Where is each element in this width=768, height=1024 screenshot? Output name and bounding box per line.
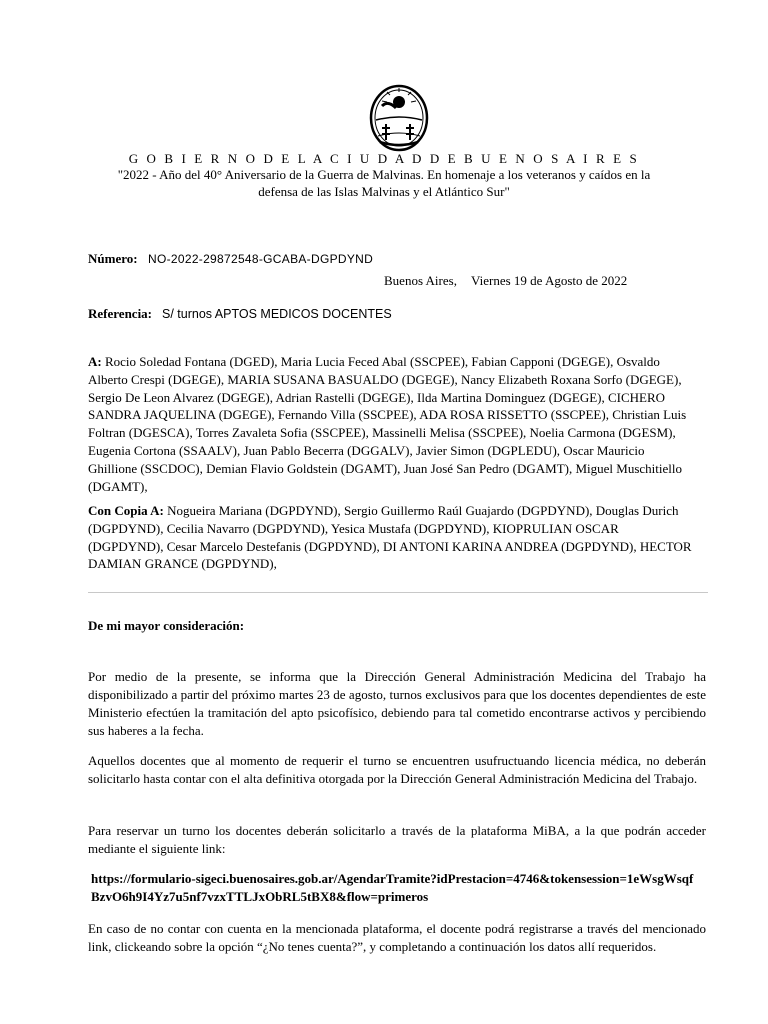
paragraph-2: Aquellos docentes que al momento de requerir el turno se encuentren usufructuando licencia médica, no deberán solicitarlo hasta contar con el alta definitiva otorgada por la Dirección General Administración Medicina del Trabajo. <box>88 753 706 786</box>
divider <box>88 592 708 593</box>
year-motto-line-1: "2022 - Año del 40° Aniversario de la Guerra de Malvinas. En homenaje a los veteranos y caídos en la <box>117 167 651 182</box>
city-coat-of-arms-icon <box>368 84 430 152</box>
year-motto-line-2: defensa de las Islas Malvinas y el Atlántico Sur" <box>258 184 510 199</box>
reference-value: S/ turnos APTOS MEDICOS DOCENTES <box>162 307 392 321</box>
place: Buenos Aires, <box>384 273 457 288</box>
miba-link[interactable]: https://formulario-sigeci.buenosaires.gob.ar/AgendarTramite?idPrestacion=4746&tokensession=1eWsgWsqfBzvO6h9I4Yz7u5nf7vzxTTLJxObRL5tBX8&flow=primeros <box>91 871 694 904</box>
paragraph-4: En caso de no contar con cuenta en la mencionada plataforma, el docente podrá registrarse a través del mencionado link, clickeando sobre la opción “¿No tenes cuenta?”, y completando a continuación los datos allí requeridos. <box>88 921 706 954</box>
date: Viernes 19 de Agosto de 2022 <box>471 273 628 288</box>
cc-list: Nogueira Mariana (DGPDYND), Sergio Guillermo Raúl Guajardo (DGPDYND), Douglas Durich (DGPDYND), Cecilia Navarro (DGPDYND), Yesica Mustafa (DGPDYND), KIOPRULIAN OSCAR (DGPDYND), Cesar Marcelo Destefanis (DGPDYND), DI ANTONI KARINA ANDREA (DGPDYND), HECTOR DAMIAN GRANCE (DGPDYND), <box>88 503 692 572</box>
recipients-block <box>88 353 694 495</box>
document-number: NO-2022-29872548-GCABA-DGPDYND <box>148 252 374 266</box>
recipients-list: Rocio Soledad Fontana (DGED), Maria Lucia Feced Abal (SSCPEE), Fabian Capponi (DGEGE), Osvaldo Alberto Crespi (DGEGE), MARIA SUSANA BASUALDO (DGEGE), Nancy Elizabeth Roxana Sorfo (DGEGE), Sergio De Leon Alvarez (DGEGE), Adrian Rastelli (DGEGE), Ilda Martina Dominguez (DGEGE), CICHERO SANDRA JAQUELINA (DGEGE), Fernando Villa (SSCPEE), ADA ROSA RISSETTO (SSCPEE), Christian Luis Foltran (DGESCA), Torres Zavaleta Sofia (SSCPEE), Massinelli Melisa (SSCPEE), Noelia Carmona (DGESM), Eugenia Cortona (SSAALV), Juan Pablo Becerra (DGGALV), Javier Simon (DGPLEDU), Oscar Mauricio Ghillione (SSCDOC), Demian Flavio Goldstein (DGAMT), Juan José San Pedro (DGAMT), Miguel Muschitiello (DGAMT), <box>88 354 687 494</box>
government-heading: G O B I E R N O D E L A C I U D A D D E B U E N O S A I R E S <box>128 151 640 166</box>
paragraph-3: Para reservar un turno los docentes deberán solicitarlo a través de la plataforma MiBA, a la que podrán acceder mediante el siguiente link: <box>88 823 706 856</box>
reference-label: Referencia: <box>88 306 153 321</box>
recipients-label: A: <box>88 354 102 369</box>
cc-label: Con Copia A: <box>88 503 164 518</box>
number-label: Número: <box>88 251 138 266</box>
paragraph-1: Por medio de la presente, se informa que la Dirección General Administración Medicina del Trabajo ha disponibilizado a partir del próximo martes 23 de agosto, turnos exclusivos para que los docentes dependientes de este Ministerio efectúen la tramitación del apto psicofísico, debiendo para tal cometido encontrarse activos y percibiendo sus haberes a la fecha. <box>88 669 706 738</box>
greeting: De mi mayor consideración: <box>88 618 245 633</box>
cc-block <box>88 502 694 573</box>
